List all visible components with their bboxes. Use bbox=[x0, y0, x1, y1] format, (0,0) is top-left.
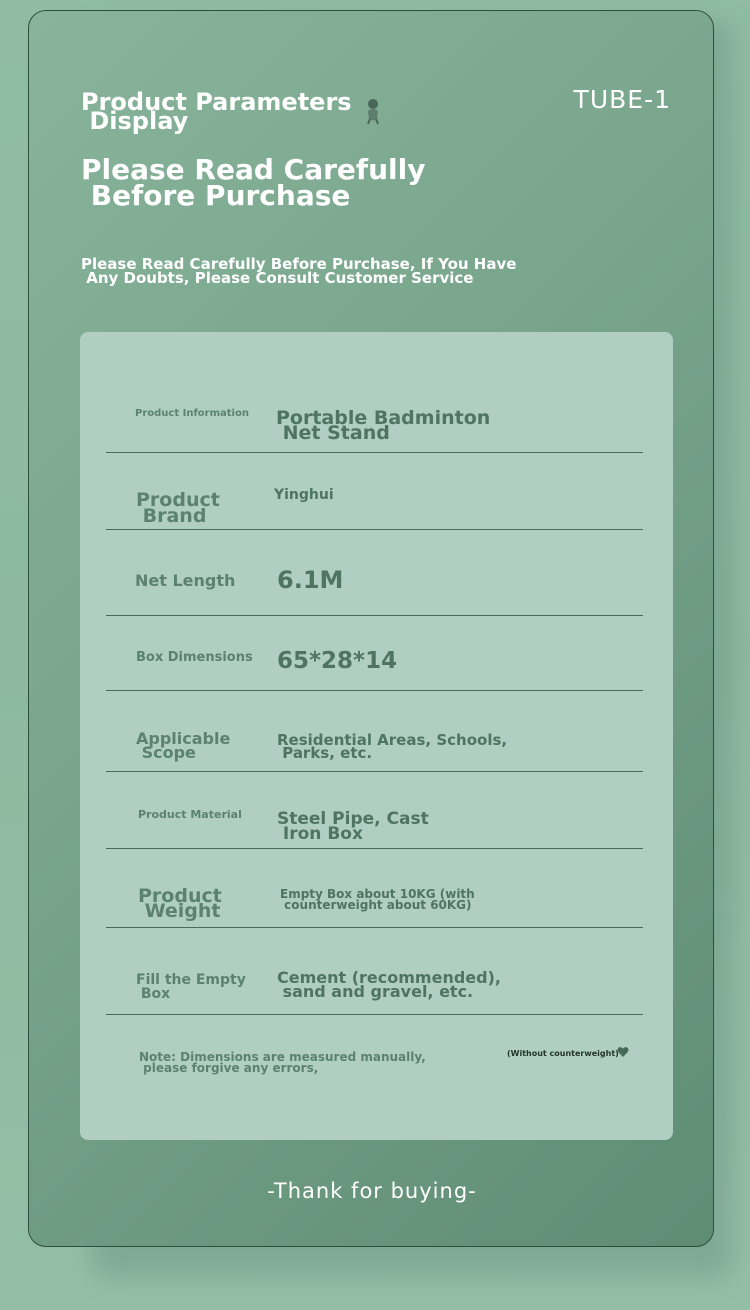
model-code: TUBE-1 bbox=[573, 85, 671, 114]
subline: Please Read Carefully Before Purchase, If You Have Any Doubts, Please Consult Customer Service bbox=[81, 255, 517, 287]
spec-row bbox=[106, 771, 643, 849]
spec-card bbox=[80, 332, 673, 1140]
spec-value: Portable Badminton Net Stand bbox=[276, 407, 491, 444]
spec-row bbox=[106, 332, 643, 453]
spec-label: Box Dimensions bbox=[136, 650, 253, 665]
spec-row bbox=[106, 848, 643, 928]
spec-value: Steel Pipe, Cast Iron Box bbox=[277, 809, 429, 844]
spec-value: 65*28*14 bbox=[277, 648, 398, 674]
spec-row bbox=[106, 927, 643, 1015]
spec-label: Product Information bbox=[135, 408, 249, 419]
spec-row bbox=[106, 690, 643, 772]
spec-value: Yinghui bbox=[274, 487, 334, 503]
spec-row bbox=[106, 529, 643, 616]
spec-value: Residential Areas, Schools, Parks, etc. bbox=[277, 731, 508, 762]
heart-icon bbox=[617, 1046, 629, 1058]
spec-label: Product Material bbox=[138, 808, 242, 821]
spec-value: Cement (recommended), sand and gravel, etc. bbox=[277, 968, 501, 1001]
spec-label: Product Brand bbox=[136, 489, 220, 527]
parameter-panel bbox=[28, 10, 714, 1247]
spec-label: Net Length bbox=[135, 571, 236, 590]
page-title: Product Parameters Display bbox=[81, 88, 352, 135]
thank-you-text: -Thank for buying- bbox=[267, 1179, 477, 1203]
spec-row bbox=[106, 452, 643, 530]
measurement-note: Note: Dimensions are measured manually, please forgive any errors, bbox=[139, 1050, 426, 1075]
spec-value: Empty Box about 10KG (with counterweight about 60KG) bbox=[280, 887, 475, 912]
spec-value: 6.1M bbox=[277, 566, 344, 594]
spec-label: Fill the Empty Box bbox=[136, 972, 246, 1002]
spec-row bbox=[106, 615, 643, 691]
spec-label: Applicable Scope bbox=[136, 729, 231, 762]
spec-label: Product Weight bbox=[138, 885, 222, 922]
weight-note: (Without counterweight) bbox=[507, 1049, 619, 1058]
headline: Please Read Carefully Before Purchase bbox=[81, 153, 426, 212]
figure-decoration-icon bbox=[362, 97, 384, 125]
